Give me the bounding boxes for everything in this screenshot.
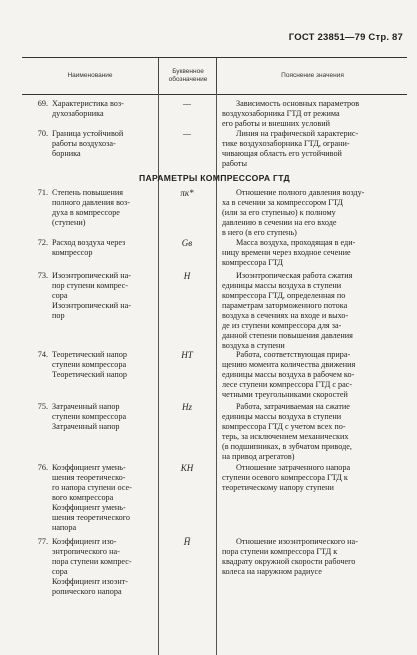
term-name-line: компрессор xyxy=(52,248,93,257)
explanation-line: Отношение полного давления возду- xyxy=(236,188,365,197)
explanation-line: давлению в сечении на его входе xyxy=(222,218,337,227)
term-name xyxy=(52,129,155,159)
explanation-line: Работа, соответствующая прира- xyxy=(236,350,351,359)
column-header-symbol: Буквенное обозначение xyxy=(158,58,217,94)
term-explanation xyxy=(222,271,406,351)
term-name-line: Теоретический напор xyxy=(52,370,127,379)
explanation-line: Работа, затрачиваемая на сжатие xyxy=(236,402,350,411)
term-name-line: Изоэнтропический на- xyxy=(52,301,131,310)
term-name xyxy=(52,188,155,228)
explanation-line: Масса воздуха, проходящая в еди- xyxy=(236,238,356,247)
explanation-line: Линия на графической характерис- xyxy=(236,129,359,138)
explanation-line: на привод агрегатов) xyxy=(222,452,295,461)
term-explanation xyxy=(222,238,406,268)
term-explanation xyxy=(222,188,406,238)
term-symbol: Hz xyxy=(181,402,192,412)
term-name-line: (ступени) xyxy=(52,218,86,227)
term-name-line: Затраченный напор xyxy=(52,402,120,411)
explanation-line: Изоэнтропическая работа сжатия xyxy=(236,271,353,280)
term-symbol: Gв xyxy=(181,238,193,248)
row-number: 77. xyxy=(37,537,48,546)
explanation-line: (в подшипниках, в зубчатом приводе, xyxy=(222,442,352,451)
row-number: 75. xyxy=(37,402,48,411)
term-explanation xyxy=(222,463,406,493)
explanation-line: лесе ступени компрессора ГТД с рас- xyxy=(222,380,353,389)
explanation-line: Отношение затраченного напора xyxy=(236,463,351,472)
explanation-line: пора ступени компрессора ГТД к xyxy=(222,547,338,556)
explanation-line: данной степени повышения давления xyxy=(222,331,353,340)
explanation-line: Зависимость основных параметров xyxy=(236,99,360,108)
term-name-line: сора xyxy=(52,291,68,300)
term-name-line: пор xyxy=(52,311,65,320)
term-name-line: Коэффициент изо- xyxy=(52,537,117,546)
row-number: 70. xyxy=(37,129,48,138)
explanation-line: единицы массы воздуха в ступени xyxy=(222,412,342,421)
term-name-line: полного давления воз- xyxy=(52,198,130,207)
term-name-line: пор ступени компрес- xyxy=(52,281,128,290)
explanation-line: ха в сечении за компрессором ГТД xyxy=(222,198,344,207)
term-name-line: Затраченный напор xyxy=(52,422,120,431)
term-name-line: напора xyxy=(52,523,77,532)
explanation-line: (или за его ступенью) к полному xyxy=(222,208,336,217)
term-name-line: шения теоретическо- xyxy=(52,473,126,482)
explanation-line: компрессора ГТД с учетом всех по- xyxy=(222,422,346,431)
term-name xyxy=(52,537,155,597)
explanation-line: компрессора ГТД xyxy=(222,258,283,267)
term-symbol: HТ xyxy=(181,350,193,360)
term-explanation xyxy=(222,129,406,169)
term-name xyxy=(52,99,155,119)
explanation-line: его работы и внешних условий xyxy=(222,119,330,128)
term-name xyxy=(52,350,155,380)
term-name-line: энтропического на- xyxy=(52,547,120,556)
term-explanation xyxy=(222,99,406,129)
term-name-line: го напора ступени осе- xyxy=(52,483,132,492)
term-name-line: работы воздухоза- xyxy=(52,139,116,148)
term-explanation xyxy=(222,402,406,462)
explanation-line: единицы массы воздуха в рабочем ко- xyxy=(222,370,355,379)
term-name-line: Теоретический напор xyxy=(52,350,127,359)
column-header-name: Наименование xyxy=(67,71,113,79)
explanation-line: теоретическому напору ступени xyxy=(222,483,334,492)
explanation-line: щению момента количества движения xyxy=(222,360,356,369)
explanation-line: воздухозаборника ГТД от режима xyxy=(222,109,340,118)
term-name xyxy=(52,238,155,258)
term-name-line: Степень повышения xyxy=(52,188,124,197)
term-name-line: борника xyxy=(52,149,81,158)
page-header: ГОСТ 23851—79 Стр. 87 xyxy=(288,32,403,43)
explanation-line: параметрам заторможенного потока xyxy=(222,301,348,310)
term-name-line: ропического напора xyxy=(52,587,122,596)
explanation-line: де из ступени компрессора для за- xyxy=(222,321,342,330)
row-number: 71. xyxy=(37,188,48,197)
term-symbol: — xyxy=(182,129,191,139)
row-number: 72. xyxy=(37,238,48,247)
term-name-line: Коэффициент умень- xyxy=(52,503,126,512)
explanation-line: квадрату окружной скорости рабочего xyxy=(222,557,356,566)
term-name-line: духозаборника xyxy=(52,109,104,118)
table-header xyxy=(22,57,407,95)
term-name-line: Расход воздуха через xyxy=(52,238,126,247)
term-name-line: духа в компрессоре xyxy=(52,208,120,217)
row-number: 73. xyxy=(37,271,48,280)
explanation-line: четными треугольниками скоростей xyxy=(222,390,348,399)
row-number: 69. xyxy=(37,99,48,108)
explanation-line: Отношение изоэнтропического на- xyxy=(236,537,358,546)
term-name-line: ступени компрессора xyxy=(52,360,127,369)
term-symbol: H xyxy=(183,271,191,281)
term-name-line: Коэффициент умень- xyxy=(52,463,126,472)
term-explanation xyxy=(222,350,406,400)
row-number: 74. xyxy=(37,350,48,359)
row-number: 76. xyxy=(37,463,48,472)
explanation-line: чивающая область его устойчивой xyxy=(222,149,342,158)
explanation-line: терь, за исключением механических xyxy=(222,432,349,441)
term-name-line: шения теоретического xyxy=(52,513,131,522)
term-symbol: H̅ xyxy=(183,537,191,547)
explanation-line: компрессора ГТД, определенная по xyxy=(222,291,346,300)
term-name-line: вого компрессора xyxy=(52,493,114,502)
term-name-line: ступени компрессора xyxy=(52,412,127,421)
section-title: ПАРАМЕТРЫ КОМПРЕССОРА ГТД xyxy=(139,173,290,183)
term-name-line: Изоэнтропический на- xyxy=(52,271,131,280)
term-symbol: — xyxy=(182,99,191,109)
term-name-line: Характеристика воз- xyxy=(52,99,124,108)
explanation-line: единицы массы воздуха в ступени xyxy=(222,281,342,290)
term-name-line: Коэффициент изоэнт- xyxy=(52,577,129,586)
term-name-line: Граница устойчивой xyxy=(52,129,124,138)
term-name-line: пора ступени компрес- xyxy=(52,557,132,566)
term-name xyxy=(52,402,155,432)
term-name xyxy=(52,463,155,533)
term-name xyxy=(52,271,155,321)
explanation-line: ницу времени через входное сечение xyxy=(222,248,351,257)
explanation-line: в него (в его ступень) xyxy=(222,228,297,237)
term-name-line: сора xyxy=(52,567,68,576)
explanation-line: тике воздухозаборника ГТД, ограни- xyxy=(222,139,350,148)
term-explanation xyxy=(222,537,406,577)
term-symbol: πк* xyxy=(180,188,194,198)
explanation-line: ступени осевого компрессора ГТД к xyxy=(222,473,348,482)
explanation-line: воздуха в сечениях на входе и выхо- xyxy=(222,311,349,320)
explanation-line: работы xyxy=(222,159,247,168)
explanation-line: воздуха в ступени xyxy=(222,341,285,350)
term-symbol: KН xyxy=(180,463,194,473)
column-header-explanation: Пояснение значения xyxy=(216,58,408,94)
explanation-line: колеса на наружном радиусе xyxy=(222,567,322,576)
